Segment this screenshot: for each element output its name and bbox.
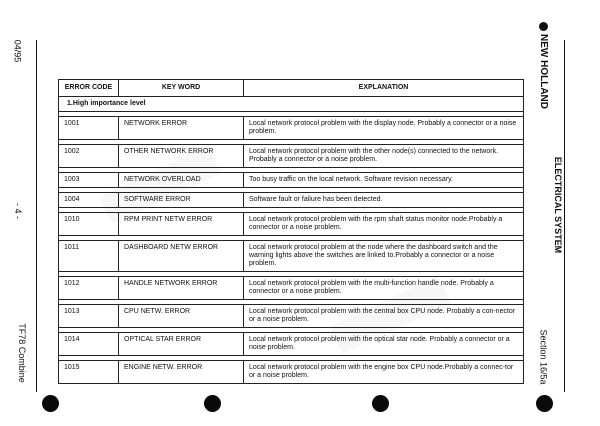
error-code-table xyxy=(58,79,523,384)
key-word-cell: OPTICAL STAR ERROR xyxy=(119,333,244,356)
key-word-cell: HANDLE NETWORK ERROR xyxy=(119,277,244,300)
table-row xyxy=(59,241,524,272)
key-word-cell: ENGINE NETW. ERROR xyxy=(119,361,244,384)
left-margin-rule xyxy=(36,40,37,392)
punch-hole xyxy=(372,395,389,412)
explanation-cell: Local network protocol problem with the multi-function handle node. Probably a connector or a noise problem. xyxy=(244,277,524,300)
punch-hole xyxy=(204,395,221,412)
right-margin-rule xyxy=(564,40,565,392)
error-code-cell: 1004 xyxy=(59,193,119,208)
page-number: - 4 - xyxy=(13,202,24,220)
error-code-cell: 1002 xyxy=(59,145,119,168)
table-row xyxy=(59,333,524,356)
new-holland-leaf-icon xyxy=(539,22,548,31)
explanation-cell: Local network protocol problem at the node where the dashboard switch and the warning lights above the switches are linked to.Probably a connector or a noise problem. xyxy=(244,241,524,272)
punch-hole xyxy=(42,395,59,412)
table-row xyxy=(59,305,524,328)
system-title: ELECTRICAL SYSTEM xyxy=(553,156,564,254)
key-word-cell: CPU NETW. ERROR xyxy=(119,305,244,328)
explanation-cell: Too busy traffic on the local network. Software revision necessary. xyxy=(244,173,524,188)
section-row xyxy=(59,97,524,112)
key-word-cell: NETWORK ERROR xyxy=(119,117,244,140)
explanation-cell: Local network protocol problem with the rpm shaft status monitor node.Probably a connector or a noise problem. xyxy=(244,213,524,236)
brand-name: NEW HOLLAND xyxy=(538,34,549,109)
explanation-cell: Local network protocol problem with the other node(s) connected to the network. Probably a connector or a noise problem. xyxy=(244,145,524,168)
key-word-cell: RPM PRINT NETW ERROR xyxy=(119,213,244,236)
error-code-cell: 1010 xyxy=(59,213,119,236)
table-row xyxy=(59,145,524,168)
explanation-cell: Local network protocol problem with the central box CPU node. Probably a con-nector or a noise problem. xyxy=(244,305,524,328)
key-word-cell: DASHBOARD NETW ERROR xyxy=(119,241,244,272)
error-code-cell: 1015 xyxy=(59,361,119,384)
table-row xyxy=(59,173,524,188)
explanation-cell: Software fault or failure has been detected. xyxy=(244,193,524,208)
explanation-cell: Local network protocol problem with the display node. Probably a connector or a noise problem. xyxy=(244,117,524,140)
date-label: 04/95 xyxy=(12,39,23,63)
header-error-code: ERROR CODE xyxy=(59,80,119,97)
key-word-cell: OTHER NETWORK ERROR xyxy=(119,145,244,168)
section-title: 1.High importance level xyxy=(59,97,524,112)
error-code-cell: 1013 xyxy=(59,305,119,328)
punch-hole xyxy=(536,395,553,412)
brand-logo xyxy=(538,22,549,109)
explanation-cell: Local network protocol problem with the optical star node. Probably a connector or a noise problem. xyxy=(244,333,524,356)
error-code-cell: 1003 xyxy=(59,173,119,188)
header-explanation: EXPLANATION xyxy=(244,80,524,97)
header-key-word: KEY WORD xyxy=(119,80,244,97)
table-row xyxy=(59,193,524,208)
table-row xyxy=(59,117,524,140)
key-word-cell: SOFTWARE ERROR xyxy=(119,193,244,208)
explanation-cell: Local network protocol problem with the engine box CPU node.Probably a connec-tor or a noise problem. xyxy=(244,361,524,384)
model-label: TF78 Combine xyxy=(16,323,27,383)
error-code-cell: 1014 xyxy=(59,333,119,356)
table-row xyxy=(59,361,524,384)
table-header-row xyxy=(59,80,524,97)
error-code-cell: 1012 xyxy=(59,277,119,300)
error-code-cell: 1011 xyxy=(59,241,119,272)
table-row xyxy=(59,213,524,236)
table-row xyxy=(59,277,524,300)
key-word-cell: NETWORK OVERLOAD xyxy=(119,173,244,188)
error-code-cell: 1001 xyxy=(59,117,119,140)
section-label: Section 16/5a xyxy=(538,329,549,385)
